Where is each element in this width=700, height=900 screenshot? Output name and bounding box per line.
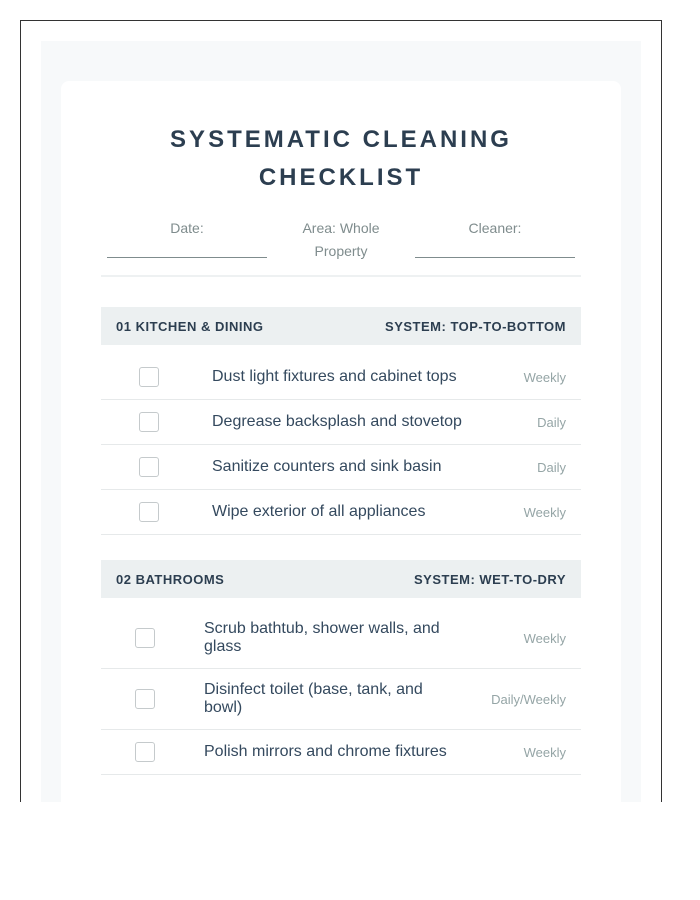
- task-row: [101, 355, 581, 400]
- task-frequency: Daily: [537, 414, 566, 430]
- task-frequency: Weekly: [523, 369, 566, 385]
- section-header: [101, 560, 581, 598]
- section-header: [101, 307, 581, 345]
- task-checkbox[interactable]: [135, 689, 155, 709]
- header-divider: [101, 275, 581, 277]
- section-title: 02 BATHROOMS: [116, 571, 225, 587]
- section-bathrooms: [101, 560, 581, 775]
- task-label: Dust light fixtures and cabinet tops: [212, 368, 457, 385]
- section-title: 01 KITCHEN & DINING: [116, 318, 264, 334]
- meta-fields: [101, 217, 581, 277]
- page-title: SYSTEMATIC CLEANING CHECKLIST: [170, 126, 512, 191]
- task-row: [101, 730, 581, 775]
- task-label: Sanitize counters and sink basin: [212, 458, 442, 475]
- task-frequency: Weekly: [523, 744, 566, 760]
- task-checkbox[interactable]: [139, 412, 159, 432]
- page-backdrop: [41, 41, 641, 802]
- task-frequency: Weekly: [523, 504, 566, 520]
- task-row: [101, 608, 581, 669]
- task-row: [101, 669, 581, 730]
- task-label: Polish mirrors and chrome fixtures: [204, 743, 447, 760]
- area-field: Area: Whole Property: [302, 220, 380, 259]
- task-label: Degrease backsplash and stovetop: [212, 413, 462, 430]
- section-system: SYSTEM: TOP-TO-BOTTOM: [385, 318, 566, 334]
- task-row: [101, 400, 581, 445]
- task-checkbox[interactable]: [139, 502, 159, 522]
- task-frequency: Daily: [537, 459, 566, 475]
- task-label: Scrub bathtub, shower walls, and glass: [204, 620, 440, 655]
- task-row: [101, 490, 581, 535]
- task-checkbox[interactable]: [135, 742, 155, 762]
- checklist-card: [61, 81, 621, 802]
- section-kitchen-dining: [101, 307, 581, 535]
- task-checkbox[interactable]: [139, 457, 159, 477]
- task-label: Wipe exterior of all appliances: [212, 503, 426, 520]
- page-frame: [20, 20, 662, 802]
- task-row: [101, 445, 581, 490]
- task-checkbox[interactable]: [135, 628, 155, 648]
- task-frequency: Weekly: [523, 630, 566, 646]
- date-field[interactable]: Date:: [107, 217, 267, 258]
- task-frequency: Daily/Weekly: [491, 691, 566, 707]
- task-label: Disinfect toilet (base, tank, and bowl): [204, 681, 423, 716]
- task-checkbox[interactable]: [139, 367, 159, 387]
- cleaner-field[interactable]: Cleaner:: [415, 217, 575, 258]
- section-system: SYSTEM: WET-TO-DRY: [414, 571, 566, 587]
